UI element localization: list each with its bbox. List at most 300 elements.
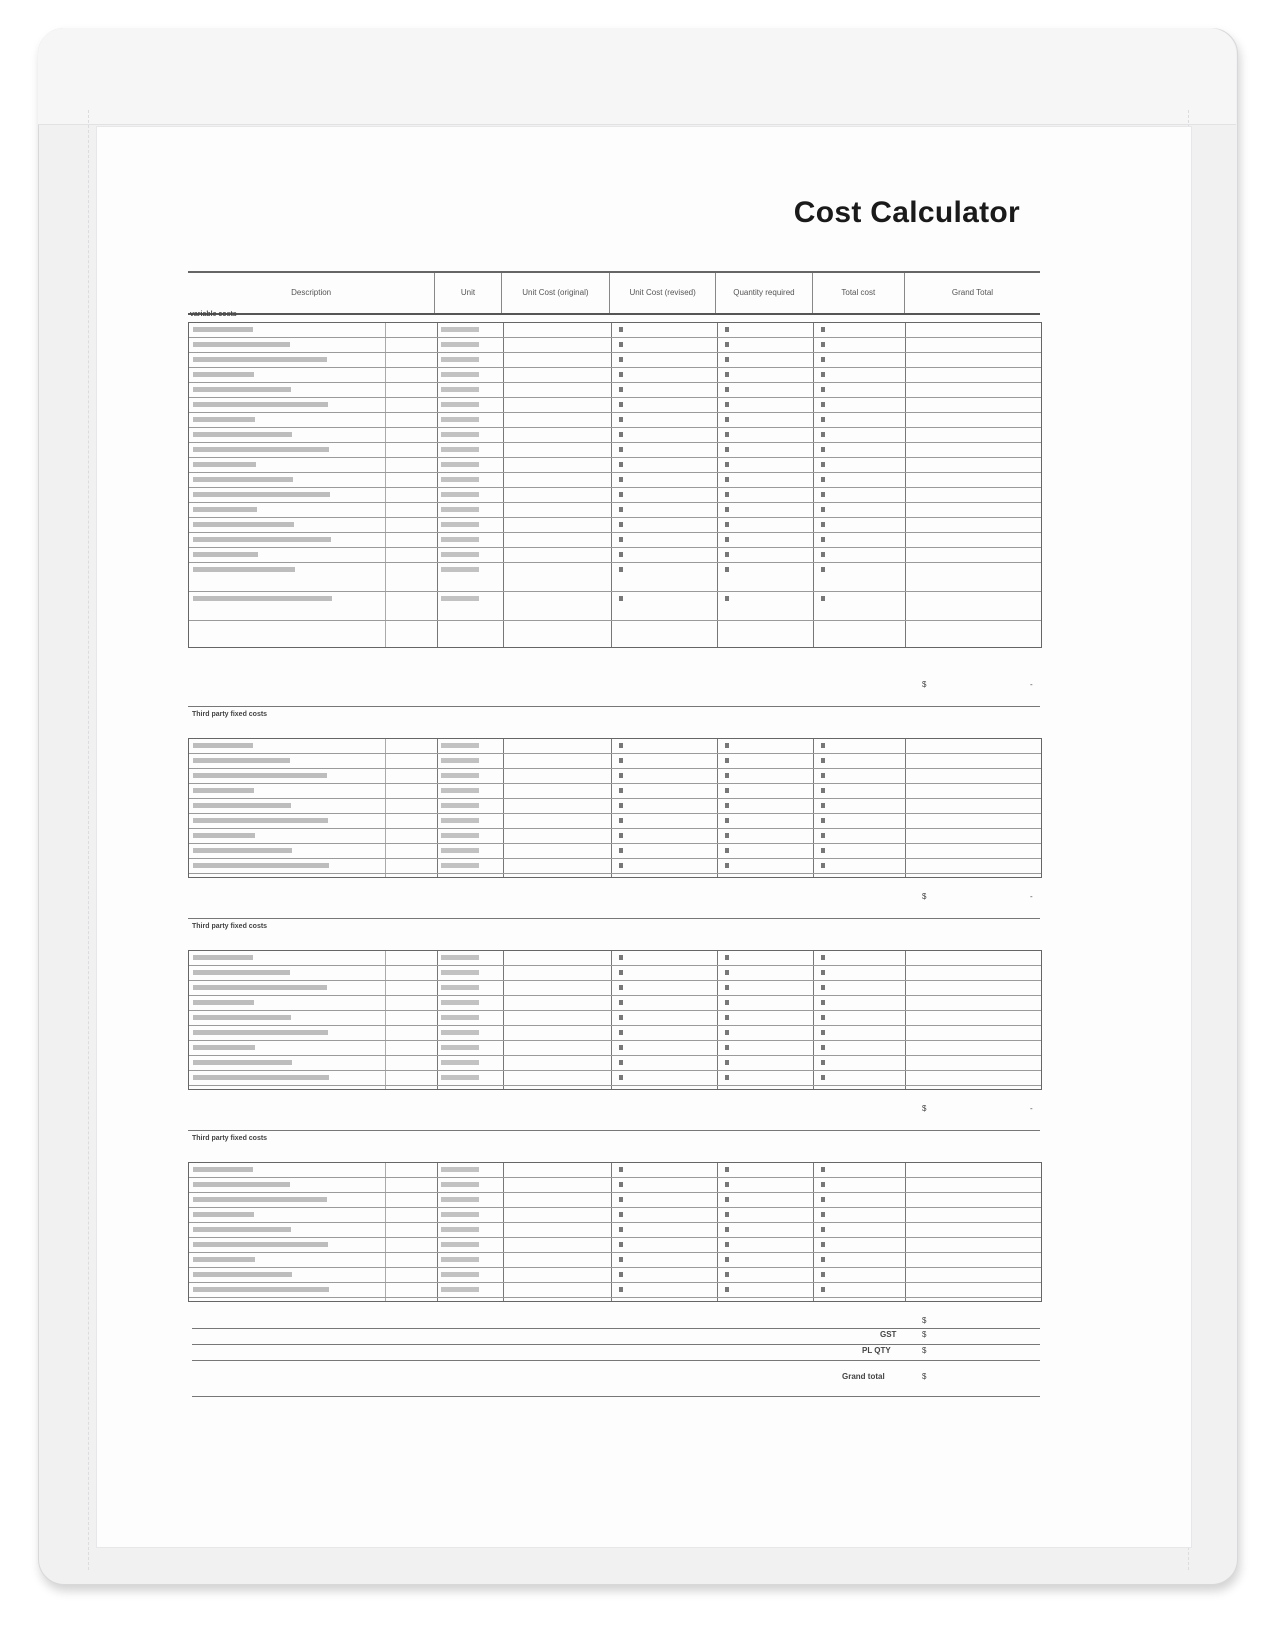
currency-mark bbox=[619, 1212, 623, 1217]
currency-mark bbox=[619, 788, 623, 793]
illegible-row-text bbox=[193, 1287, 329, 1292]
currency-mark bbox=[821, 1242, 825, 1247]
illegible-unit-text bbox=[441, 955, 479, 960]
currency-mark bbox=[821, 1197, 825, 1202]
currency-mark bbox=[725, 1030, 729, 1035]
currency-mark bbox=[821, 507, 825, 512]
document-title: Cost Calculator bbox=[793, 196, 1020, 229]
currency-mark bbox=[725, 1167, 729, 1172]
illegible-row-text bbox=[193, 1197, 327, 1202]
currency-mark bbox=[619, 462, 623, 467]
currency-mark bbox=[821, 803, 825, 808]
header-quantity-required: Quantity required bbox=[716, 273, 812, 313]
table-row bbox=[189, 1208, 1041, 1223]
currency-mark bbox=[619, 327, 623, 332]
section4-label: Third party fixed costs bbox=[192, 1135, 268, 1142]
table-row bbox=[189, 323, 1041, 338]
currency-mark bbox=[821, 1212, 825, 1217]
illegible-unit-text bbox=[441, 1272, 479, 1277]
currency-mark bbox=[821, 1000, 825, 1005]
illegible-row-text bbox=[193, 327, 253, 332]
illegible-unit-text bbox=[441, 372, 479, 377]
table-row bbox=[189, 814, 1041, 829]
currency-mark bbox=[725, 1212, 729, 1217]
illegible-unit-text bbox=[441, 833, 479, 838]
table-row bbox=[189, 353, 1041, 368]
illegible-row-text bbox=[193, 1030, 328, 1035]
illegible-unit-text bbox=[441, 788, 479, 793]
totals-symbol-2: $ bbox=[922, 1330, 927, 1339]
illegible-unit-text bbox=[441, 537, 479, 542]
currency-mark bbox=[821, 1060, 825, 1065]
currency-mark bbox=[619, 492, 623, 497]
currency-mark bbox=[619, 1000, 623, 1005]
currency-mark bbox=[619, 1167, 623, 1172]
currency-mark bbox=[619, 477, 623, 482]
illegible-row-text bbox=[193, 1060, 292, 1065]
gst-label: GST bbox=[880, 1330, 897, 1339]
illegible-row-text bbox=[193, 773, 327, 778]
table-row bbox=[189, 1223, 1041, 1238]
currency-mark bbox=[821, 1272, 825, 1277]
section2-subtotal-dash: - bbox=[1030, 892, 1033, 901]
table-row bbox=[189, 338, 1041, 353]
currency-mark bbox=[821, 462, 825, 467]
table-row bbox=[189, 473, 1041, 488]
totals-rule-2 bbox=[192, 1344, 1040, 1345]
currency-mark bbox=[619, 985, 623, 990]
currency-mark bbox=[821, 432, 825, 437]
currency-mark bbox=[619, 1182, 623, 1187]
currency-mark bbox=[619, 1257, 623, 1262]
illegible-unit-text bbox=[441, 985, 479, 990]
illegible-unit-text bbox=[441, 522, 479, 527]
table-row bbox=[189, 368, 1041, 383]
currency-mark bbox=[725, 743, 729, 748]
section3-rule bbox=[188, 1130, 1040, 1131]
currency-mark bbox=[725, 1000, 729, 1005]
currency-mark bbox=[619, 402, 623, 407]
table-row bbox=[189, 784, 1041, 799]
table-row bbox=[189, 1178, 1041, 1193]
currency-mark bbox=[619, 1227, 623, 1232]
table-row bbox=[189, 533, 1041, 548]
section2-rule bbox=[188, 918, 1040, 919]
illegible-row-text bbox=[193, 1167, 253, 1172]
section1-subtotal-dash: - bbox=[1030, 680, 1033, 689]
section3-subtotal-dash: - bbox=[1030, 1104, 1033, 1113]
currency-mark bbox=[821, 1015, 825, 1020]
currency-mark bbox=[821, 1045, 825, 1050]
totals-rule-3 bbox=[192, 1360, 1040, 1361]
currency-mark bbox=[821, 985, 825, 990]
grand-total-label: Grand total bbox=[842, 1372, 885, 1381]
currency-mark bbox=[821, 477, 825, 482]
illegible-unit-text bbox=[441, 1030, 479, 1035]
totals-rule-4 bbox=[192, 1396, 1040, 1397]
illegible-unit-text bbox=[441, 492, 479, 497]
currency-mark bbox=[821, 327, 825, 332]
currency-mark bbox=[619, 743, 623, 748]
currency-mark bbox=[821, 1075, 825, 1080]
currency-mark bbox=[821, 387, 825, 392]
table-row bbox=[189, 951, 1041, 966]
illegible-unit-text bbox=[441, 462, 479, 467]
illegible-unit-text bbox=[441, 1075, 479, 1080]
illegible-row-text bbox=[193, 357, 327, 362]
illegible-row-text bbox=[193, 402, 328, 407]
table-row bbox=[189, 1238, 1041, 1253]
currency-mark bbox=[619, 1075, 623, 1080]
illegible-unit-text bbox=[441, 342, 479, 347]
illegible-row-text bbox=[193, 1257, 255, 1262]
illegible-row-text bbox=[193, 1075, 329, 1080]
illegible-row-text bbox=[193, 552, 258, 557]
illegible-unit-text bbox=[441, 1167, 479, 1172]
table-row bbox=[189, 1163, 1041, 1178]
currency-mark bbox=[619, 773, 623, 778]
illegible-unit-text bbox=[441, 1287, 479, 1292]
sleeve-left-seam bbox=[52, 110, 89, 1570]
illegible-row-text bbox=[193, 447, 329, 452]
currency-mark bbox=[725, 402, 729, 407]
table-row bbox=[189, 981, 1041, 996]
currency-mark bbox=[619, 432, 623, 437]
table-row bbox=[189, 754, 1041, 769]
currency-mark bbox=[619, 387, 623, 392]
illegible-unit-text bbox=[441, 387, 479, 392]
illegible-row-text bbox=[193, 1182, 290, 1187]
table-row bbox=[189, 769, 1041, 784]
currency-mark bbox=[619, 1242, 623, 1247]
section1-rule bbox=[188, 706, 1040, 707]
variable-costs-label: variable costs bbox=[190, 311, 237, 318]
illegible-row-text bbox=[193, 1212, 254, 1217]
illegible-unit-text bbox=[441, 1212, 479, 1217]
illegible-unit-text bbox=[441, 743, 479, 748]
table-row bbox=[189, 1253, 1041, 1268]
table-row bbox=[189, 1071, 1041, 1086]
table-row bbox=[189, 829, 1041, 844]
currency-mark bbox=[725, 788, 729, 793]
currency-mark bbox=[619, 596, 623, 601]
currency-mark bbox=[725, 447, 729, 452]
table-row bbox=[189, 1011, 1041, 1026]
table-row bbox=[189, 443, 1041, 458]
illegible-row-text bbox=[193, 387, 291, 392]
illegible-row-text bbox=[193, 848, 292, 853]
table-row bbox=[189, 428, 1041, 443]
currency-mark bbox=[725, 596, 729, 601]
currency-mark bbox=[619, 1015, 623, 1020]
currency-mark bbox=[619, 342, 623, 347]
currency-mark bbox=[725, 1227, 729, 1232]
currency-mark bbox=[725, 970, 729, 975]
currency-mark bbox=[619, 863, 623, 868]
illegible-row-text bbox=[193, 743, 253, 748]
currency-mark bbox=[725, 985, 729, 990]
currency-mark bbox=[725, 1287, 729, 1292]
section3-label: Third party fixed costs bbox=[192, 923, 268, 930]
currency-mark bbox=[821, 1030, 825, 1035]
illegible-row-text bbox=[193, 492, 330, 497]
currency-mark bbox=[725, 1045, 729, 1050]
currency-mark bbox=[725, 552, 729, 557]
illegible-row-text bbox=[193, 477, 293, 482]
illegible-row-text bbox=[193, 985, 327, 990]
illegible-unit-text bbox=[441, 818, 479, 823]
currency-mark bbox=[725, 492, 729, 497]
illegible-row-text bbox=[193, 432, 292, 437]
currency-mark bbox=[725, 462, 729, 467]
currency-mark bbox=[821, 743, 825, 748]
illegible-row-text bbox=[193, 537, 331, 542]
currency-mark bbox=[821, 1257, 825, 1262]
currency-mark bbox=[725, 357, 729, 362]
currency-mark bbox=[619, 522, 623, 527]
currency-mark bbox=[725, 522, 729, 527]
illegible-unit-text bbox=[441, 1000, 479, 1005]
table-row bbox=[189, 458, 1041, 473]
currency-mark bbox=[821, 1287, 825, 1292]
currency-mark bbox=[619, 537, 623, 542]
fixed-costs-table-3 bbox=[188, 1162, 1042, 1302]
currency-mark bbox=[821, 955, 825, 960]
currency-mark bbox=[619, 552, 623, 557]
currency-mark bbox=[725, 327, 729, 332]
currency-mark bbox=[725, 1257, 729, 1262]
section2-label: Third party fixed costs bbox=[192, 711, 268, 718]
currency-mark bbox=[821, 567, 825, 572]
currency-mark bbox=[821, 537, 825, 542]
currency-mark bbox=[725, 567, 729, 572]
illegible-unit-text bbox=[441, 327, 479, 332]
currency-mark bbox=[725, 387, 729, 392]
currency-mark bbox=[821, 492, 825, 497]
illegible-row-text bbox=[193, 1045, 255, 1050]
totals-symbol-4: $ bbox=[922, 1372, 927, 1381]
currency-mark bbox=[725, 848, 729, 853]
currency-mark bbox=[821, 863, 825, 868]
section2-subtotal-symbol: $ bbox=[922, 892, 927, 901]
header-description: Description bbox=[188, 273, 435, 313]
currency-mark bbox=[821, 1227, 825, 1232]
currency-mark bbox=[619, 818, 623, 823]
illegible-row-text bbox=[193, 567, 295, 572]
table-row bbox=[189, 1056, 1041, 1071]
currency-mark bbox=[619, 357, 623, 362]
currency-mark bbox=[619, 970, 623, 975]
currency-mark bbox=[619, 567, 623, 572]
table-row bbox=[189, 739, 1041, 754]
illegible-unit-text bbox=[441, 1045, 479, 1050]
currency-mark bbox=[725, 477, 729, 482]
table-row bbox=[189, 398, 1041, 413]
table-row bbox=[189, 966, 1041, 981]
illegible-unit-text bbox=[441, 970, 479, 975]
table-row bbox=[189, 518, 1041, 533]
currency-mark bbox=[725, 342, 729, 347]
illegible-row-text bbox=[193, 970, 290, 975]
currency-mark bbox=[725, 372, 729, 377]
header-unit-cost-revised: Unit Cost (revised) bbox=[610, 273, 716, 313]
currency-mark bbox=[821, 788, 825, 793]
table-row bbox=[189, 996, 1041, 1011]
currency-mark bbox=[821, 773, 825, 778]
currency-mark bbox=[725, 432, 729, 437]
illegible-row-text bbox=[193, 596, 332, 601]
illegible-unit-text bbox=[441, 477, 479, 482]
illegible-row-text bbox=[193, 955, 253, 960]
illegible-unit-text bbox=[441, 567, 479, 572]
totals-rule-1 bbox=[192, 1328, 1040, 1329]
currency-mark bbox=[619, 1272, 623, 1277]
illegible-row-text bbox=[193, 788, 254, 793]
illegible-unit-text bbox=[441, 417, 479, 422]
illegible-row-text bbox=[193, 818, 328, 823]
section1-subtotal-symbol: $ bbox=[922, 680, 927, 689]
variable-costs-table bbox=[188, 322, 1042, 648]
illegible-row-text bbox=[193, 758, 290, 763]
currency-mark bbox=[821, 357, 825, 362]
table-row bbox=[189, 859, 1041, 874]
table-row bbox=[189, 1026, 1041, 1041]
illegible-row-text bbox=[193, 803, 291, 808]
currency-mark bbox=[619, 507, 623, 512]
illegible-unit-text bbox=[441, 773, 479, 778]
currency-mark bbox=[821, 342, 825, 347]
pl-qty-label: PL QTY bbox=[862, 1346, 891, 1355]
illegible-row-text bbox=[193, 1015, 291, 1020]
illegible-row-text bbox=[193, 833, 255, 838]
currency-mark bbox=[619, 848, 623, 853]
table-row bbox=[189, 1268, 1041, 1283]
table-header bbox=[188, 271, 1040, 315]
illegible-unit-text bbox=[441, 447, 479, 452]
currency-mark bbox=[821, 522, 825, 527]
header-unit: Unit bbox=[435, 273, 502, 313]
table-row bbox=[189, 413, 1041, 428]
illegible-unit-text bbox=[441, 507, 479, 512]
currency-mark bbox=[619, 447, 623, 452]
table-row bbox=[189, 503, 1041, 518]
currency-mark bbox=[821, 417, 825, 422]
table-row bbox=[189, 844, 1041, 859]
illegible-unit-text bbox=[441, 1257, 479, 1262]
currency-mark bbox=[619, 417, 623, 422]
table-row bbox=[189, 488, 1041, 503]
currency-mark bbox=[821, 758, 825, 763]
fixed-costs-table-1 bbox=[188, 738, 1042, 878]
currency-mark bbox=[725, 1272, 729, 1277]
currency-mark bbox=[821, 833, 825, 838]
sleeve-opening-band bbox=[38, 28, 1236, 125]
currency-mark bbox=[725, 955, 729, 960]
currency-mark bbox=[619, 1030, 623, 1035]
currency-mark bbox=[725, 1182, 729, 1187]
table-row bbox=[189, 799, 1041, 814]
currency-mark bbox=[725, 1075, 729, 1080]
illegible-row-text bbox=[193, 372, 254, 377]
currency-mark bbox=[821, 848, 825, 853]
illegible-row-text bbox=[193, 863, 329, 868]
header-unit-cost-original: Unit Cost (original) bbox=[502, 273, 610, 313]
illegible-unit-text bbox=[441, 803, 479, 808]
illegible-row-text bbox=[193, 522, 294, 527]
currency-mark bbox=[619, 803, 623, 808]
totals-symbol-3: $ bbox=[922, 1346, 927, 1355]
currency-mark bbox=[725, 863, 729, 868]
illegible-unit-text bbox=[441, 1197, 479, 1202]
illegible-row-text bbox=[193, 1272, 292, 1277]
currency-mark bbox=[725, 1060, 729, 1065]
illegible-row-text bbox=[193, 462, 256, 467]
currency-mark bbox=[821, 372, 825, 377]
currency-mark bbox=[725, 1242, 729, 1247]
currency-mark bbox=[619, 1060, 623, 1065]
currency-mark bbox=[725, 833, 729, 838]
illegible-unit-text bbox=[441, 552, 479, 557]
table-row bbox=[189, 563, 1041, 592]
currency-mark bbox=[821, 1167, 825, 1172]
currency-mark bbox=[821, 818, 825, 823]
illegible-row-text bbox=[193, 507, 257, 512]
currency-mark bbox=[725, 818, 729, 823]
illegible-unit-text bbox=[441, 1060, 479, 1065]
illegible-unit-text bbox=[441, 863, 479, 868]
currency-mark bbox=[821, 402, 825, 407]
currency-mark bbox=[619, 1197, 623, 1202]
currency-mark bbox=[619, 833, 623, 838]
currency-mark bbox=[821, 552, 825, 557]
illegible-row-text bbox=[193, 1242, 328, 1247]
section3-subtotal-symbol: $ bbox=[922, 1104, 927, 1113]
illegible-row-text bbox=[193, 1227, 291, 1232]
currency-mark bbox=[821, 596, 825, 601]
illegible-unit-text bbox=[441, 1227, 479, 1232]
table-row bbox=[189, 548, 1041, 563]
illegible-unit-text bbox=[441, 357, 479, 362]
currency-mark bbox=[725, 537, 729, 542]
header-total-cost: Total cost bbox=[813, 273, 905, 313]
currency-mark bbox=[619, 955, 623, 960]
currency-mark bbox=[725, 773, 729, 778]
currency-mark bbox=[725, 1197, 729, 1202]
sleeve-right-seam bbox=[1188, 110, 1225, 1570]
illegible-unit-text bbox=[441, 848, 479, 853]
illegible-unit-text bbox=[441, 758, 479, 763]
currency-mark bbox=[725, 417, 729, 422]
illegible-unit-text bbox=[441, 432, 479, 437]
illegible-unit-text bbox=[441, 402, 479, 407]
table-row bbox=[189, 592, 1041, 621]
currency-mark bbox=[619, 372, 623, 377]
currency-mark bbox=[725, 1015, 729, 1020]
illegible-row-text bbox=[193, 342, 290, 347]
header-grand-total: Grand Total bbox=[951, 288, 994, 297]
fixed-costs-table-2 bbox=[188, 950, 1042, 1090]
table-row bbox=[189, 1283, 1041, 1298]
currency-mark bbox=[725, 758, 729, 763]
currency-mark bbox=[821, 1182, 825, 1187]
illegible-unit-text bbox=[441, 1015, 479, 1020]
currency-mark bbox=[619, 1045, 623, 1050]
currency-mark bbox=[619, 758, 623, 763]
totals-symbol-1: $ bbox=[922, 1316, 927, 1325]
illegible-unit-text bbox=[441, 1182, 479, 1187]
table-row bbox=[189, 1193, 1041, 1208]
illegible-row-text bbox=[193, 417, 255, 422]
